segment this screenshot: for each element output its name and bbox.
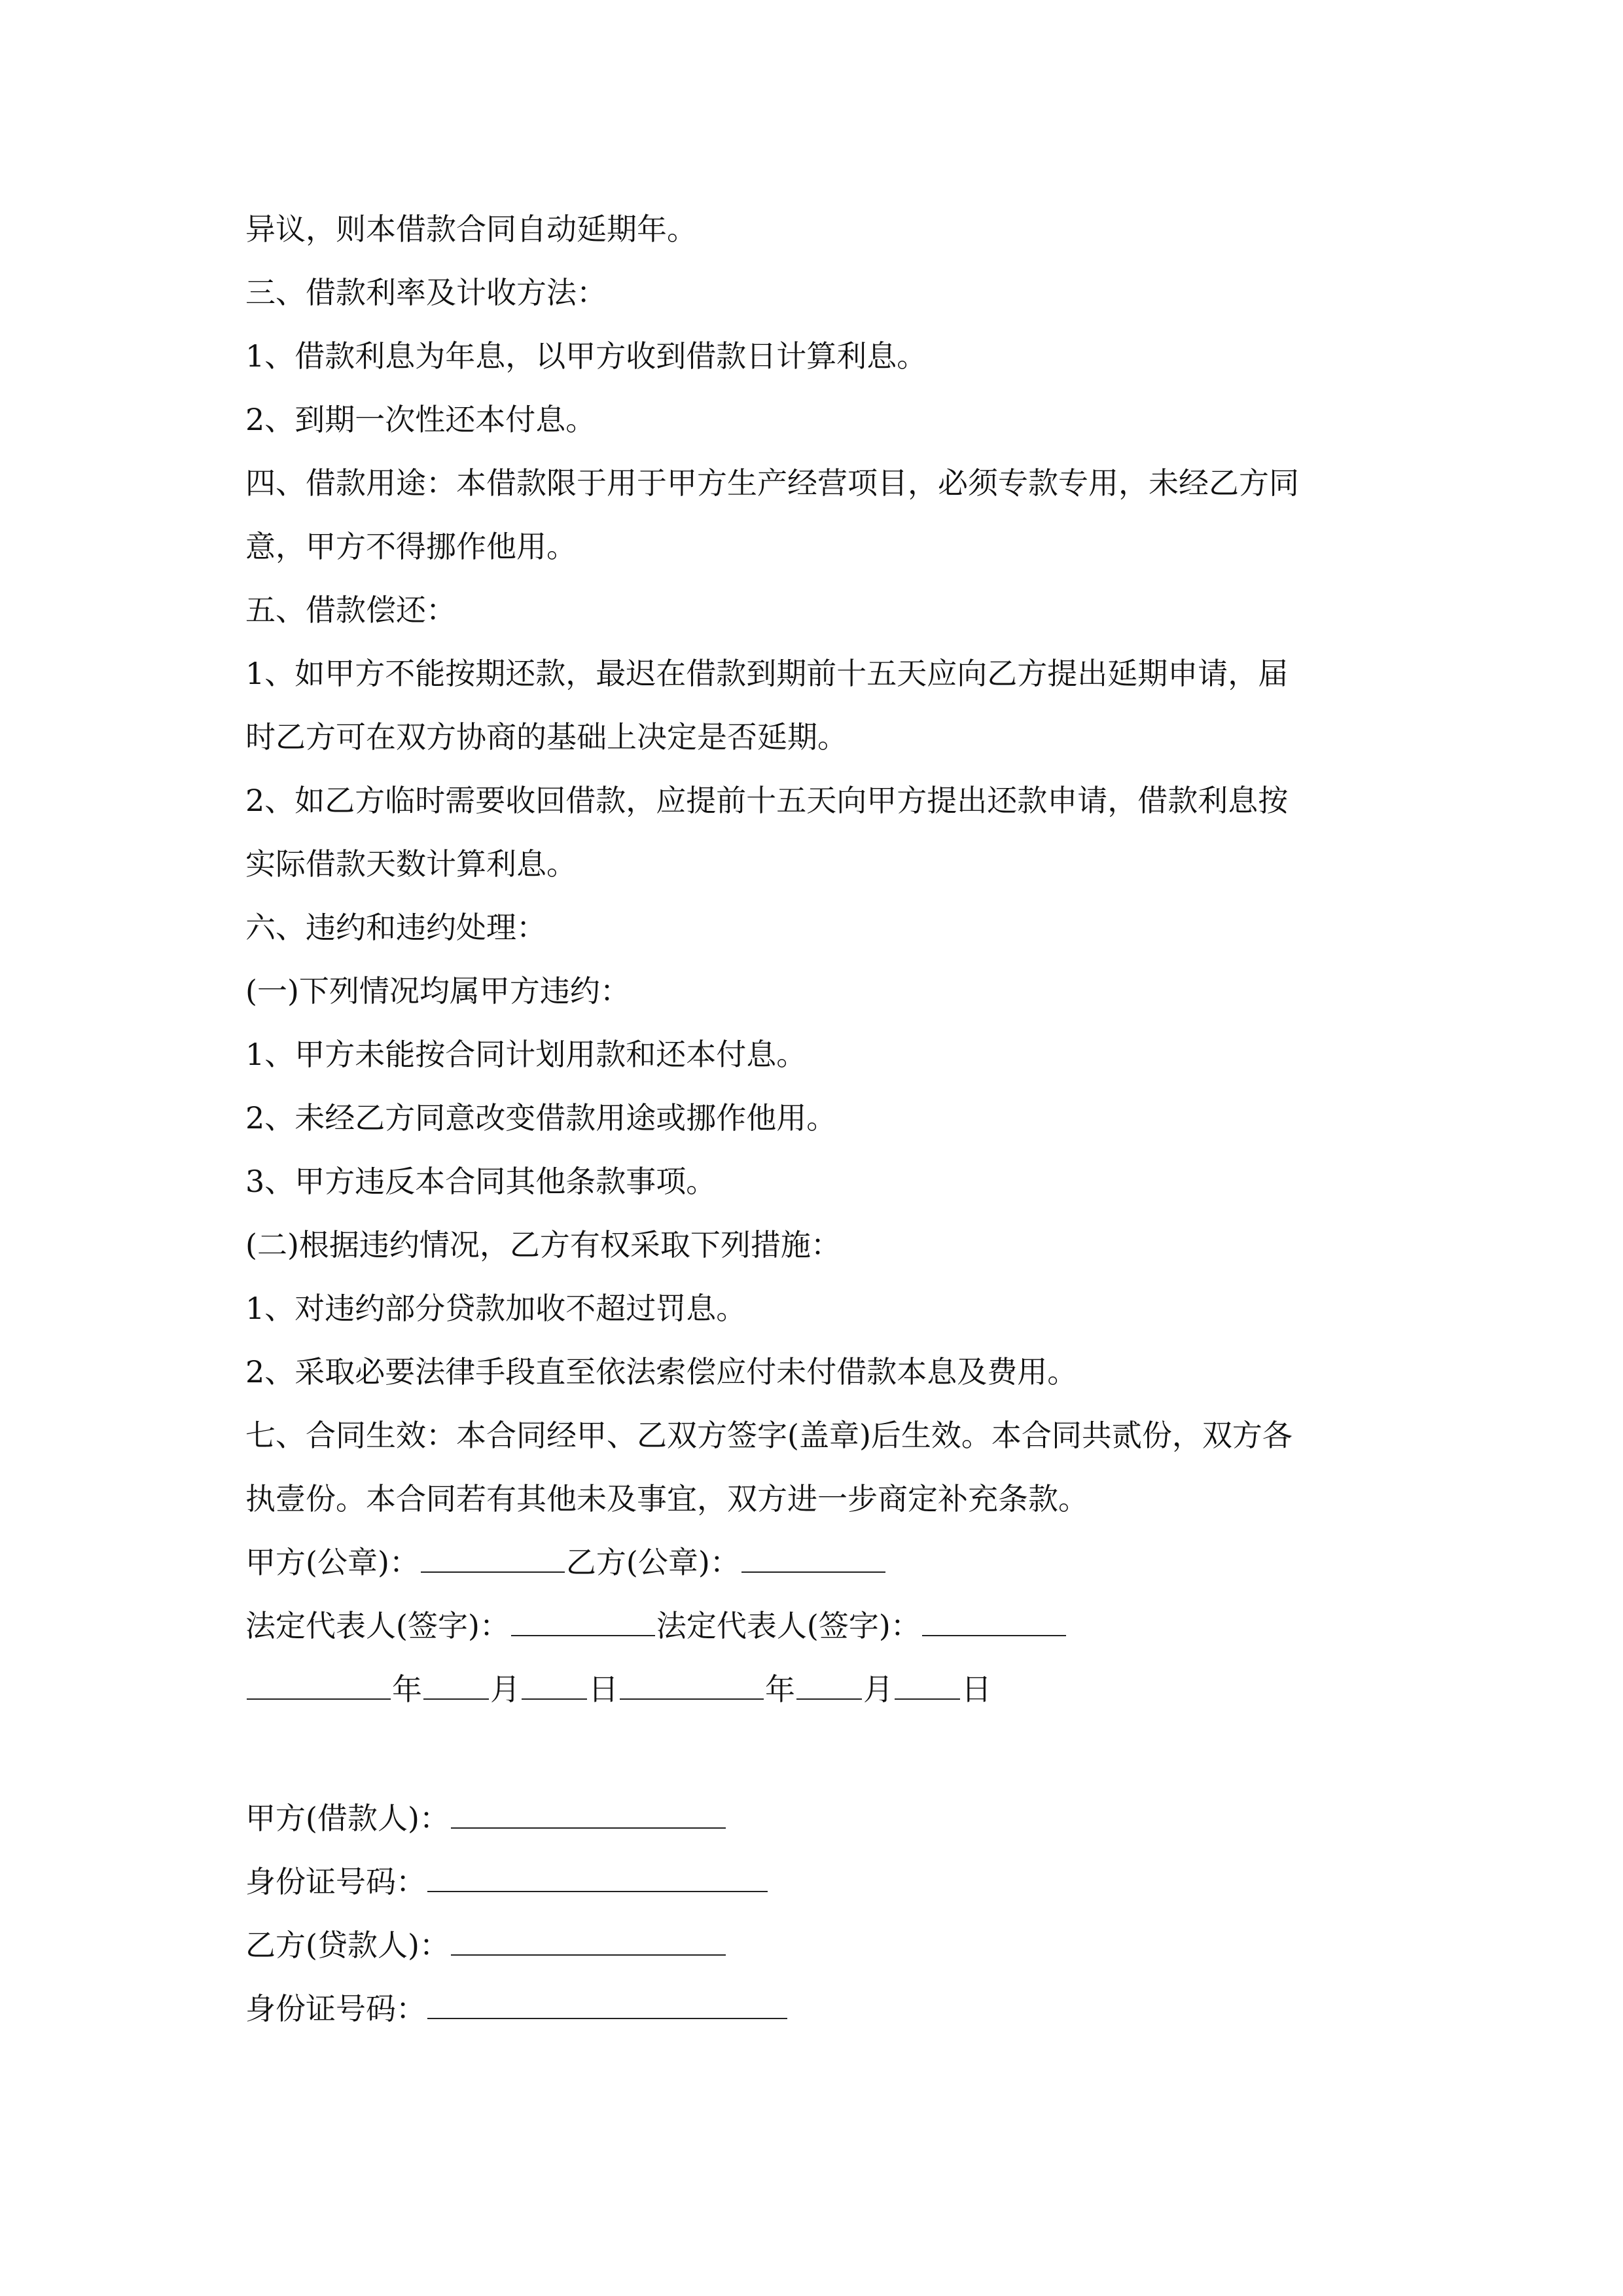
text-line: 时乙方可在双方协商的基础上决定是否延期。 — [245, 719, 847, 755]
text-line: 2、采取必要法律手段直至依法索偿应付未付借款本息及费用。 — [245, 1354, 1078, 1390]
text-line: (一)下列情况均属甲方违约： — [245, 973, 630, 1009]
party-b-rep-blank[interactable] — [922, 1606, 1066, 1636]
borrower-label: 甲方(借款人)： — [245, 1801, 450, 1836]
party-a-seal-label: 甲方(公章)： — [245, 1545, 419, 1580]
representative-line — [245, 1606, 1067, 1645]
text-line: 执壹份。本合同若有其他未及事宜，双方进一步商定补充条款。 — [245, 1481, 1088, 1516]
date-a-year-blank[interactable] — [247, 1670, 391, 1700]
text-line: 2、到期一次性还本付息。 — [245, 402, 596, 437]
date-b-month-label: 月 — [863, 1672, 893, 1707]
party-b-seal-label: 乙方(公章)： — [565, 1545, 740, 1580]
date-a-year-label: 年 — [392, 1672, 422, 1707]
text-line: 异议，则本借款合同自动延期年。 — [245, 211, 697, 247]
date-a-day-blank[interactable] — [522, 1670, 587, 1700]
date-a-day-label: 日 — [588, 1672, 618, 1707]
borrower-blank[interactable] — [451, 1799, 726, 1829]
contract-body — [245, 0, 1384, 2296]
party-a-seal-blank[interactable] — [421, 1543, 565, 1573]
lender-line — [245, 1926, 727, 1965]
text-line: (二)根据违约情况，乙方有权采取下列措施： — [245, 1227, 841, 1263]
party-b-rep-label: 法定代表人(签字)： — [656, 1608, 921, 1643]
section-heading-breach: 六、违约和违约处理： — [245, 910, 546, 945]
lender-blank[interactable] — [451, 1926, 726, 1956]
text-line: 1、对违约部分贷款加收不超过罚息。 — [245, 1291, 747, 1326]
section-heading-purpose: 四、借款用途：本借款限于用于甲方生产经营项目，必须专款专用，未经乙方同 — [245, 465, 1299, 501]
party-b-seal-blank[interactable] — [741, 1543, 885, 1573]
seal-line — [245, 1543, 887, 1582]
lender-id-line — [245, 1989, 789, 2028]
text-line: 实际借款天数计算利息。 — [245, 846, 577, 882]
date-a-month-blank[interactable] — [423, 1670, 489, 1700]
section-heading-repayment: 五、借款偿还： — [245, 592, 456, 628]
party-a-rep-blank[interactable] — [511, 1606, 655, 1636]
section-heading-interest: 三、借款利率及计收方法： — [245, 275, 607, 310]
text-line: 1、如甲方不能按期还款，最迟在借款到期前十五天应向乙方提出延期申请，届 — [245, 656, 1289, 691]
borrower-id-line — [245, 1862, 769, 1901]
borrower-id-blank[interactable] — [427, 1862, 768, 1892]
date-line — [245, 1670, 991, 1709]
date-b-year-blank[interactable] — [620, 1670, 764, 1700]
date-b-day-blank[interactable] — [895, 1670, 960, 1700]
text-line: 意，甲方不得挪作他用。 — [245, 529, 577, 564]
text-line: 2、如乙方临时需要收回借款，应提前十五天向甲方提出还款申请，借款利息按 — [245, 783, 1289, 818]
lender-id-blank[interactable] — [427, 1989, 787, 2019]
text-line: 3、甲方违反本合同其他条款事项。 — [245, 1164, 717, 1199]
borrower-id-label: 身份证号码： — [245, 1864, 426, 1899]
section-heading-effect: 七、合同生效：本合同经甲、乙双方签字(盖章)后生效。本合同共贰份，双方各 — [245, 1418, 1293, 1453]
lender-label: 乙方(贷款人)： — [245, 1928, 450, 1963]
borrower-line — [245, 1799, 727, 1838]
lender-id-label: 身份证号码： — [245, 1991, 426, 2026]
text-line: 2、未经乙方同意改变借款用途或挪作他用。 — [245, 1100, 837, 1136]
date-b-month-blank[interactable] — [796, 1670, 862, 1700]
date-b-day-label: 日 — [961, 1672, 991, 1707]
party-a-rep-label: 法定代表人(签字)： — [245, 1608, 510, 1643]
date-a-month-label: 月 — [490, 1672, 520, 1707]
text-line: 1、甲方未能按合同计划用款和还本付息。 — [245, 1037, 807, 1072]
date-b-year-label: 年 — [765, 1672, 795, 1707]
text-line: 1、借款利息为年息，以甲方收到借款日计算利息。 — [245, 338, 927, 374]
